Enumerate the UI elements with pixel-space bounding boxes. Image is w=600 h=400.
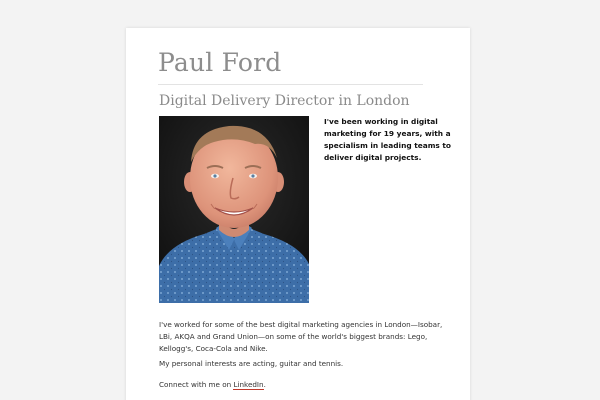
profile-photo <box>159 116 309 303</box>
connect-suffix: . <box>263 380 266 389</box>
bio-paragraph: I've worked for some of the best digital marketing agencies in London—Isobar, LBi, AKQA and Grand Union—on some of the world's biggest brands: Lego, Kellogg's, Coca-Cola and Nike. <box>159 320 443 353</box>
page-title: Paul Ford <box>158 48 282 77</box>
intro-text: I've been working in digital marketing for 19 years, with a specialism in leading teams to deliver digital projects. <box>324 117 452 162</box>
profile-card <box>126 28 470 400</box>
connect-paragraph <box>159 379 449 391</box>
interests-paragraph: My personal interests are acting, guitar and tennis. <box>159 359 344 368</box>
job-title: Digital Delivery Director in London <box>159 93 410 109</box>
title-divider <box>158 84 423 85</box>
linkedin-link[interactable]: LinkedIn <box>233 380 264 389</box>
connect-prefix: Connect with me on <box>159 380 234 389</box>
